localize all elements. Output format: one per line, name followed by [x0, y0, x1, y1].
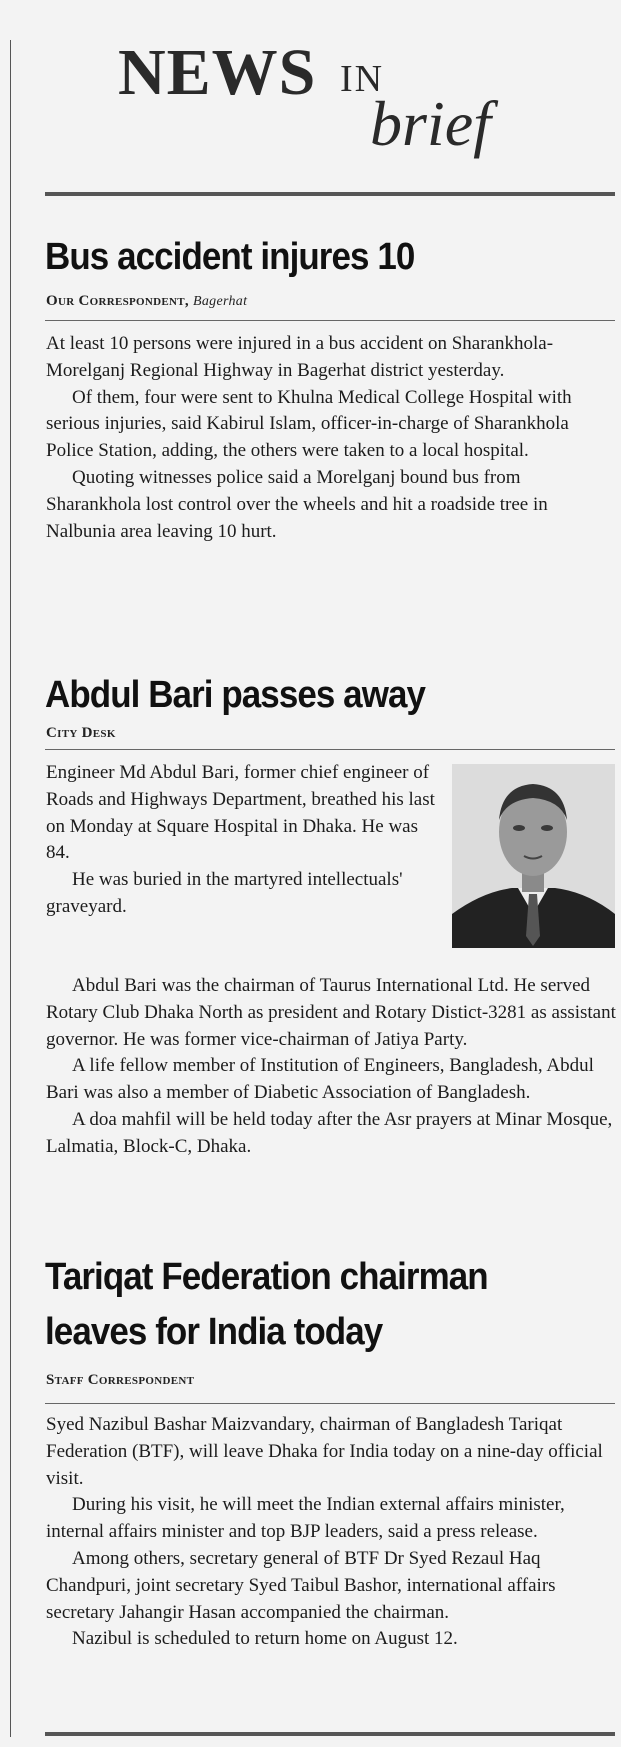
article-3-body [46, 1412, 616, 1653]
portrait-photo [452, 764, 615, 948]
column-rule [10, 40, 11, 1737]
article-3-paragraph: Nazibul is scheduled to return home on August 12. [72, 1628, 458, 1650]
article-2-paragraph: He was buried in the martyred intellectuals' graveyard. [46, 869, 403, 917]
article-2-byline: City Desk [46, 725, 116, 741]
article-3-headline-line1: Tariqat Federation chairman [45, 1256, 488, 1298]
article-2-paragraph: Engineer Md Abdul Bari, former chief engineer of Roads and Highways Department, breathed his last on Monday at Square Hospital in Dhaka. He was 84. [46, 762, 435, 864]
article-2-paragraph: Abdul Bari was the chairman of Taurus International Ltd. He served Rotary Club Dhaka North as president and Rotary Distict-3281 as assistant governor. He was former vice-chairman of Jatiya Party. [46, 975, 616, 1050]
article-1-headline: Bus accident injures 10 [45, 236, 415, 278]
article-1-byline [46, 292, 247, 311]
article-3-headline-line2: leaves for India today [45, 1311, 383, 1353]
article-2-rule [45, 749, 615, 750]
article-1-byline-author: Our Correspondent, [46, 293, 189, 309]
article-1-byline-place: Bagerhat [193, 294, 248, 309]
article-3-paragraph: During his visit, he will meet the Indian external affairs minister, internal affairs minister and top BJP leaders, said a press release. [46, 1494, 565, 1543]
masthead-news: NEWS [118, 36, 317, 109]
article-2-body-bottom [46, 973, 616, 1161]
bottom-rule [45, 1732, 615, 1736]
article-1-paragraph: Quoting witnesses police said a Morelganj bound bus from Sharankhola lost control over the wheels and hit a roadside tree in Nalbunia area leaving 10 hurt. [46, 466, 548, 542]
article-2-body-top [46, 760, 446, 921]
article-1-paragraph: At least 10 persons were injured in a bus accident on Sharankhola-Morelganj Regional Highway in Bagerhat district yesterday. [46, 333, 554, 381]
article-1-paragraph: Of them, four were sent to Khulna Medical College Hospital with serious injuries, said Kabirul Islam, officer-in-charge of Sharankhola Police Station, adding, the others were taken to a local hospital. [46, 386, 572, 462]
masthead [0, 0, 621, 200]
article-3-paragraph: Syed Nazibul Bashar Maizvandary, chairman of Bangladesh Tariqat Federation (BTF), will leave Dhaka for India today on a nine-day official visit. [46, 1414, 603, 1489]
article-1-rule [45, 320, 615, 321]
masthead-brief: brief [370, 88, 491, 159]
article-3-rule [45, 1403, 615, 1404]
article-3-byline: Staff Correspondent [46, 1372, 195, 1388]
masthead-rule [45, 192, 615, 196]
article-3-paragraph: Among others, secretary general of BTF Dr Syed Rezaul Haq Chandpuri, joint secretary Syed Taibul Bashor, international affairs secretary Jahangir Hasan accompanied the chairman. [46, 1547, 556, 1623]
article-2-paragraph: A life fellow member of Institution of Engineers, Bangladesh, Abdul Bari was also a member of Diabetic Association of Bangladesh. [46, 1055, 594, 1104]
masthead-in: IN [340, 58, 385, 100]
article-1-body [46, 331, 616, 545]
article-2-paragraph: A doa mahfil will be held today after the Asr prayers at Minar Mosque, Lalmatia, Block-C, Dhaka. [46, 1108, 613, 1157]
article-2-headline: Abdul Bari passes away [45, 674, 426, 716]
